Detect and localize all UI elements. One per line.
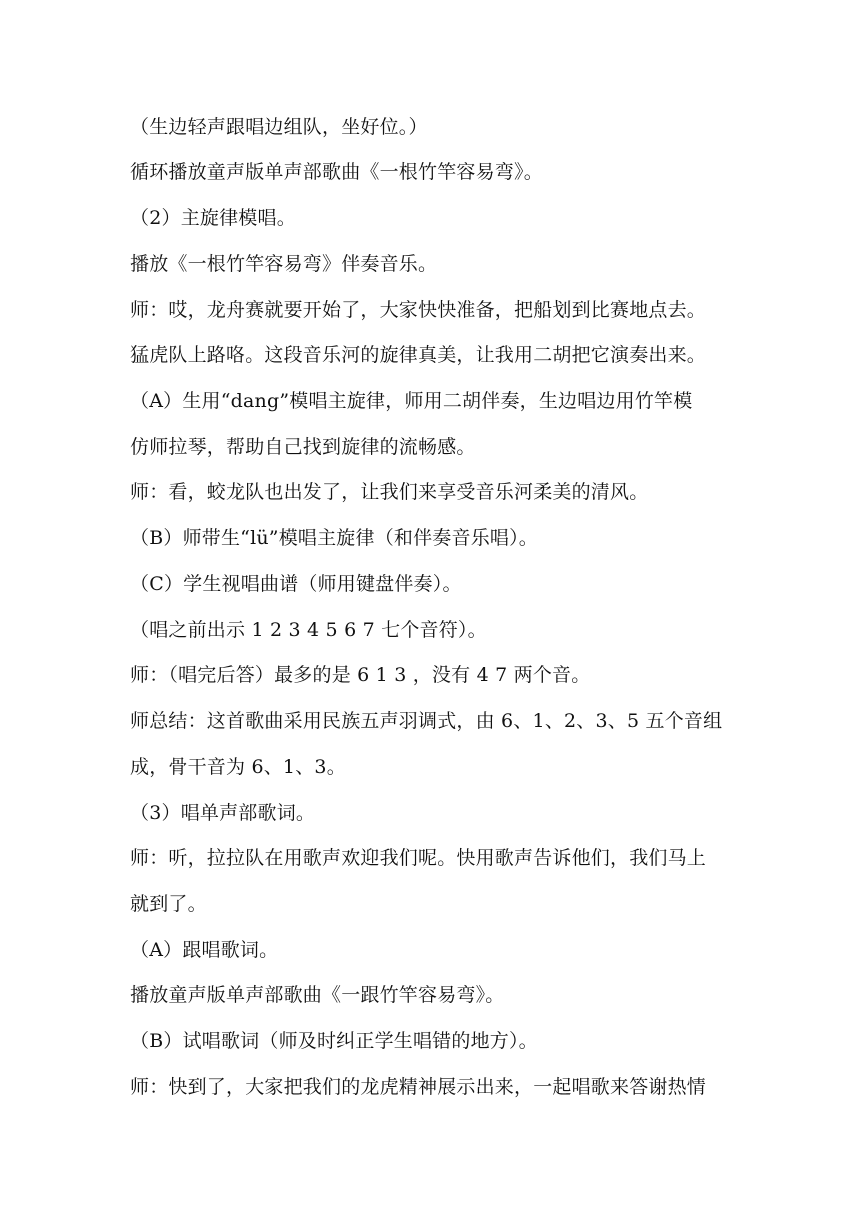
text-line: （唱之前出示 1 2 3 4 5 6 7 七个音符）。 [130, 619, 487, 641]
text-line: （C）学生视唱曲谱（师用键盘伴奏）。 [130, 573, 462, 595]
text-line: 师：快到了，大家把我们的龙虎精神展示出来，一起唱歌来答谢热情 [130, 1076, 707, 1098]
text-line: （3）唱单声部歌词。 [130, 802, 316, 824]
text-line: 猛虎队上路咯。这段音乐河的旋律真美，让我用二胡把它演奏出来。 [130, 344, 707, 366]
text-line: 仿师拉琴，帮助自己找到旋律的流畅感。 [130, 436, 476, 458]
text-line: 师：听，拉拉队在用歌声欢迎我们呢。快用歌声告诉他们，我们马上 [130, 847, 707, 869]
text-line: （B）师带生“lü”模唱主旋律（和伴奏音乐唱）。 [130, 527, 539, 549]
text-line: （B）试唱歌词（师及时纠正学生唱错的地方）。 [130, 1030, 538, 1052]
text-line: 师：看，蛟龙队也出发了，让我们来享受音乐河柔美的清风。 [130, 481, 649, 503]
text-line: 成，骨干音为 6、1、3。 [130, 756, 346, 778]
text-line: （生边轻声跟唱边组队，坐好位。） [130, 116, 428, 138]
text-line: 播放《一根竹竿容易弯》伴奏音乐。 [130, 253, 438, 275]
text-line: （A）生用“dang”模唱主旋律，师用二胡伴奏，生边唱边用竹竿模 [130, 390, 693, 412]
text-line: 循环播放童声版单声部歌曲《一根竹竿容易弯》。 [130, 161, 543, 183]
text-line: 师：哎，龙舟赛就要开始了，大家快快准备，把船划到比赛地点去。 [130, 299, 707, 321]
text-line: 就到了。 [130, 893, 207, 915]
text-line: 师：（唱完后答）最多的是 6 1 3 ，没有 4 7 两个音。 [130, 664, 591, 686]
text-line: （A）跟唱歌词。 [130, 939, 279, 961]
text-line: 师总结：这首歌曲采用民族五声羽调式，由 6、1、2、3、5 五个音组 [130, 710, 723, 732]
text-line: 播放童声版单声部歌曲《一跟竹竿容易弯》。 [130, 984, 505, 1006]
text-line: （2）主旋律模唱。 [130, 207, 296, 229]
